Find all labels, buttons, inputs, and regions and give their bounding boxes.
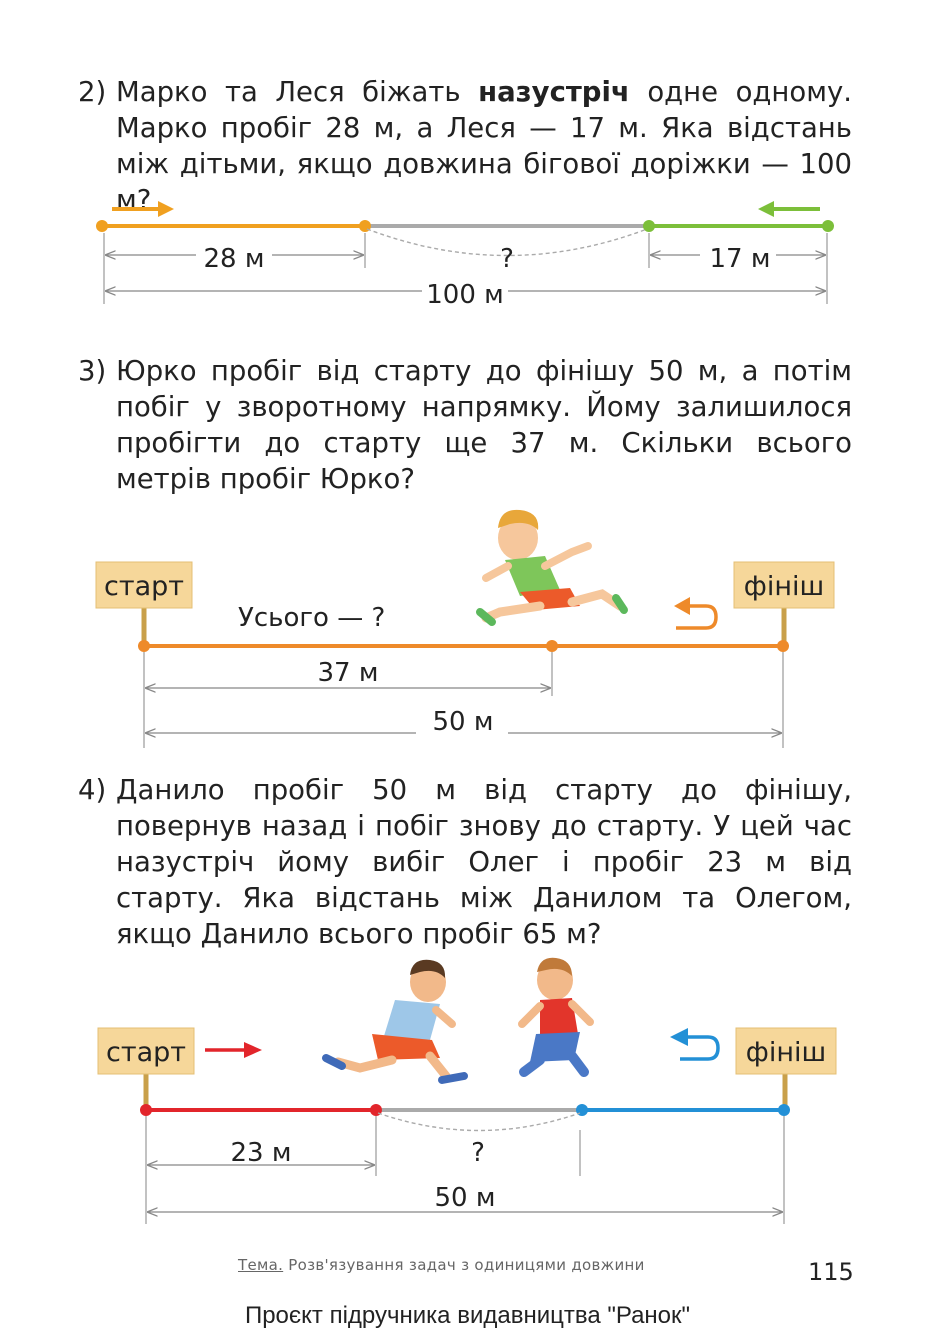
point [546,640,558,652]
task-number: 2) [78,76,107,108]
topic-label: Тема. [238,1256,284,1274]
point [138,640,150,652]
point [140,1104,152,1116]
task-text: Юрко пробіг від старту до фінішу 50 м, а потім побіг у зворотному напрямку. Йому залишилося пробігти до старту ще 37 м. Скільки всього метрів пробіг Юрко? [116,355,852,495]
label-50m: 50 м [432,707,494,737]
task-text: Марко та Леся біжать назустріч одне одному. Марко пробіг 28 м, а Леся — 17 м. Яка відстань між дітьми, якщо довжина бігової доріжки — 100 м? [116,76,852,216]
sign-finish [734,562,834,648]
sign-start [96,562,192,648]
return-arrow-icon [670,1028,718,1059]
point [643,220,655,232]
label-50m: 50 м [434,1183,496,1213]
label-total-question: Усього — ? [238,603,386,633]
task-number: 3) [78,355,107,387]
task-number: 4) [78,774,107,806]
page-number: 115 [808,1258,854,1286]
label-100m: 100 м [426,280,504,310]
label-37m: 37 м [317,658,379,688]
dashed-arc [378,1113,580,1131]
label-question: ? [500,244,514,274]
return-arrow-icon [674,597,716,628]
runner-oleg-illustration [522,958,590,1072]
svg-text:старт: старт [106,1037,186,1068]
diagram-task-2 [96,201,834,310]
sign-start [98,1028,194,1110]
topic-text: Розв'язування задач з одиницями довжини [283,1256,645,1274]
point [777,640,789,652]
label-28m: 28 м [203,244,265,274]
label-23m: 23 м [230,1138,292,1168]
left-arrow-icon [758,201,820,217]
runner-boy-illustration [480,510,624,622]
task-text: Данило пробіг 50 м від старту до фінішу, повернув назад і побіг знову до старту. У цей час назустріч йому вибіг Олег і пробіг 23 м від старту. Яка відстань між Данилом та Олегом, якщо Данило всього пробіг 65 м? [116,774,852,950]
label-17m: 17 м [709,244,771,274]
right-arrow-icon [112,201,174,217]
point [822,220,834,232]
runner-danylo-illustration [326,960,464,1080]
diagram-task-3 [96,510,834,748]
svg-text:фініш: фініш [745,1037,827,1068]
footer-topic [238,1256,645,1274]
publisher-note: Проєкт підручника видавництва "Ранок" [244,1302,691,1329]
bold-word: назустріч [478,76,630,108]
point [96,220,108,232]
sign-finish [736,1028,836,1110]
diagram-task-4 [98,958,836,1224]
right-arrow-icon [205,1042,262,1058]
label-question: ? [471,1138,485,1168]
svg-text:старт: старт [104,571,184,602]
svg-text:фініш: фініш [743,571,825,602]
point [778,1104,790,1116]
